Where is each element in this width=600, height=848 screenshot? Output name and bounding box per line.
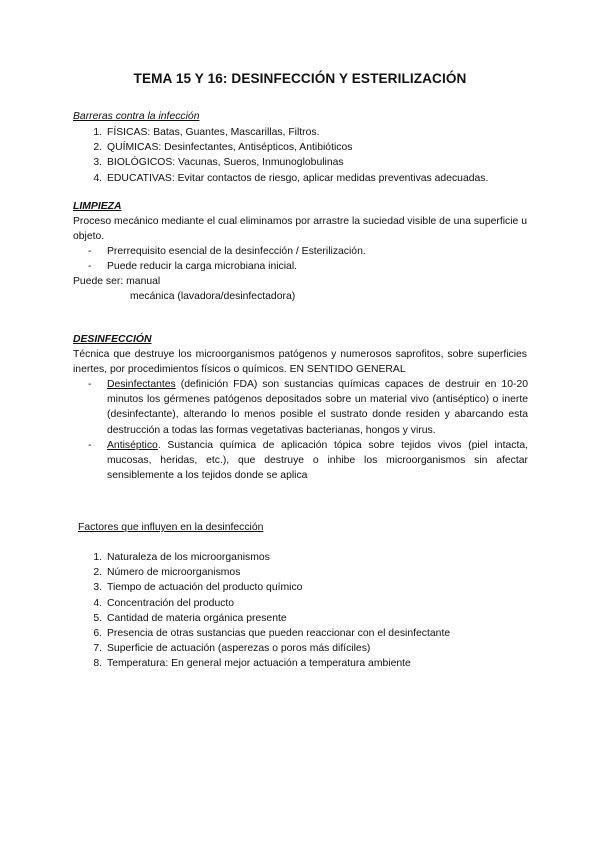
limpieza-bullets (88, 244, 528, 274)
factores-list (88, 550, 538, 672)
list-item: 1. FÍSICAS: Batas, Guantes, Mascarillas, Filtros. (93, 127, 320, 138)
list-item: 1. Naturaleza de los microorganismos (93, 552, 270, 563)
list-item: 6. Presencia de otras sustancias que pueden reaccionar con el desinfectante (93, 628, 451, 640)
list-item: 3. BIOLÓGICOS: Vacunas, Sueros, Inmunoglobulinas (93, 157, 344, 169)
list-item: 2. Número de microorganismos (93, 567, 241, 579)
list-item: 7. Superficie de actuación (asperezas o poros más difíciles) (93, 643, 371, 655)
list-item: - Antiséptico. Sustancia química de aplicación tópica sobre tejidos vivos (piel intacta, mucosas, heridas, etc.), que destruye o inhibe los microorganismos sin afectar sensiblemente a los tejidos donde se aplica (88, 439, 528, 482)
list-item: 8. Temperatura: En general mejor actuación a temperatura ambiente (93, 658, 411, 670)
term-desinfectantes: Desinfectantes (107, 379, 176, 390)
list-item: - Desinfectantes (definición FDA) son sustancias químicas capaces de destruir en 10-20 minutos los gérmenes patógenos depositados sobre un material vivo (antiséptico) o inerte (desinfectante), alterando lo menos posible el sustrato donde residen y abarcando esta destrucción a todas las formas vegetativas bacterianas, hongos y virus. (88, 379, 528, 436)
list-item: 3. Tiempo de actuación del producto químico (93, 582, 303, 594)
page-title: TEMA 15 Y 16: DESINFECCIÓN Y ESTERILIZACIÓN (133, 71, 467, 86)
list-item: - Puede reducir la carga microbiana inicial. (88, 261, 298, 273)
list-item: - Prerrequisito esencial de la desinfección / Esterilización. (88, 246, 366, 257)
barreras-list (88, 125, 538, 186)
factores-heading: Factores que influyen en la desinfección (78, 522, 264, 533)
list-item: 2. QUÍMICAS: Desinfectantes, Antisépticos, Antibióticos (93, 142, 353, 154)
puede-ser-line: Puede ser: manual (73, 276, 161, 287)
list-item: 4. Concentración del producto (93, 597, 235, 609)
desinfeccion-paragraph: Técnica que destruye los microorganismos patógenos y numerosos saprofitos, sobre superficies inertes, por procedimientos físicos o químicos. EN SENTIDO GENERAL (73, 349, 527, 376)
list-item: 4. EDUCATIVAS: Evitar contactos de riesgo, aplicar medidas preventivas adecuadas. (93, 172, 489, 184)
limpieza-paragraph: Proceso mecánico mediante el cual eliminamos por arrastre la suciedad visible de una superficie u objeto. (73, 216, 527, 243)
mecanica-line: mecánica (lavadora/desinfectadora) (130, 291, 296, 302)
list-item: 5. Cantidad de materia orgánica presente (93, 612, 287, 624)
term-antiseptico: Antiséptico (107, 439, 158, 451)
desinfeccion-bullets (88, 377, 528, 483)
barreras-heading: Barreras contra la infección (73, 111, 200, 122)
desinfeccion-heading: DESINFECCIÓN (73, 334, 152, 345)
limpieza-heading: LIMPIEZA (73, 201, 122, 212)
